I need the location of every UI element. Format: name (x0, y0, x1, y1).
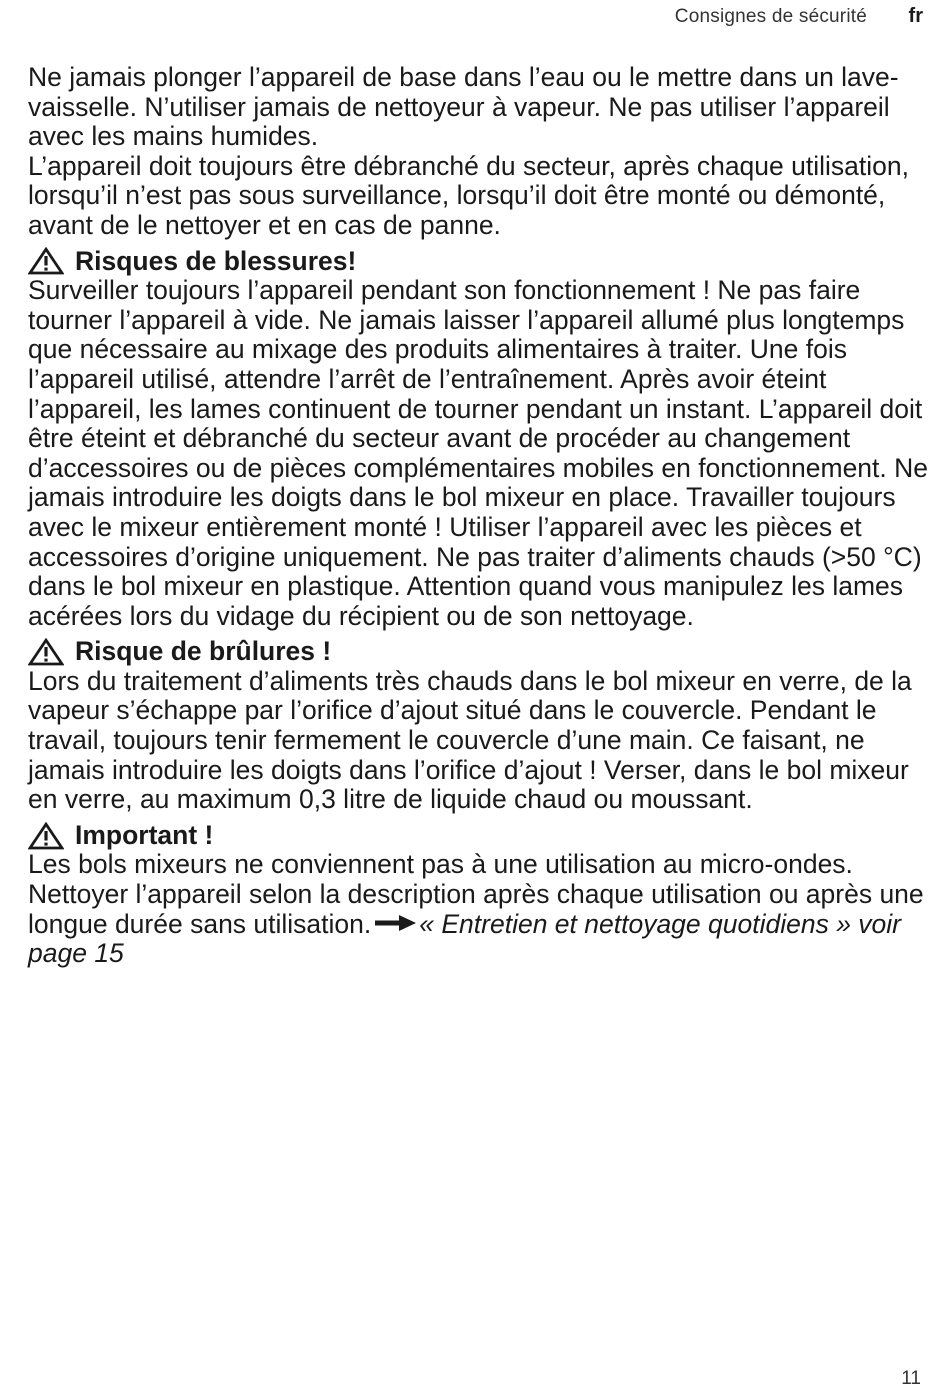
warning-text-microwave: Les bols mixeurs ne conviennent pas à une utilisation au micro-ondes. (28, 849, 853, 880)
warning-title-important: Important ! (75, 819, 214, 850)
page-content (28, 63, 928, 969)
language-code: fr (908, 5, 923, 27)
warning-text-cleaning (28, 880, 928, 969)
warning-text-injury: Surveiller toujours l’appareil pendant son fonctionnement ! Ne pas faire tourner l’appareil à vide. Ne jamais laisser l’appareil allumé plus longtemps que nécessaire au mixage des produits alimentaires à traiter. Une fois l’appareil utilisé, attendre l’arrêt de l’entraînement. Après avoir éteint l’appareil, les lames continuent de tourner pendant un instant. L’appareil doit être éteint et débranché du secteur avant de procéder au changement d’accessoires ou de pièces complémentaires mobiles en fonctionnement. Ne jamais introduire les doigts dans le bol mixeur en place. Travailler toujours avec le mixeur entièrement monté ! Utiliser l’appareil avec les pièces et accessoires d’origine uniquement. Ne pas traiter d’aliments chauds (>50 °C) dans le bol mixeur en plastique. Attention quand vous manipulez les lames acérées lors du vidage du récipient ou de son nettoyage. (28, 275, 929, 631)
cleaning-instruction: Nettoyer l’appareil selon la description après chaque utilisation ou après une longue durée sans utilisation. (28, 879, 924, 939)
warning-triangle-icon (28, 822, 64, 850)
warning-triangle-icon (28, 638, 64, 666)
warning-title-burn: Risque de brûlures ! (75, 636, 332, 667)
paragraph-immersion: Ne jamais plonger l’appareil de base dans l’eau ou le mettre dans un lave-vaisselle. N’utiliser jamais de nettoyeur à vapeur. Ne pas utiliser l’appareil avec les mains humides. (28, 62, 899, 152)
cross-reference-link[interactable]: « Entretien et nettoyage quotidiens » voir page 15 (28, 908, 902, 969)
page-number: 11 (901, 1368, 921, 1389)
warning-title-injury: Risques de blessures! (75, 245, 357, 276)
warning-heading-burn (28, 637, 928, 667)
warning-heading-injury (28, 247, 928, 277)
warning-triangle-icon (28, 247, 64, 275)
paragraph-unplug: L’appareil doit toujours être débranché du secteur, après chaque utilisation, lorsqu’il n’est pas sous surveillance, lorsqu’il doit être monté ou démonté, avant de le nettoyer et en cas de panne. (28, 150, 909, 240)
warning-heading-important (28, 821, 928, 851)
warning-text-burn: Lors du traitement d’aliments très chauds dans le bol mixeur en verre, de la vapeur s’échappe par l’orifice d’ajout situé dans le couvercle. Pendant le travail, toujours tenir fermement le couvercle d’une main. Ce faisant, ne jamais introduire les doigts dans l’orifice d’ajout ! Verser, dans le bol mixeur en verre, au maximum 0,3 litre de liquide chaud ou moussant. (28, 665, 912, 815)
arrow-right-icon (375, 914, 417, 932)
section-title: Consignes de sécurité (674, 6, 867, 27)
